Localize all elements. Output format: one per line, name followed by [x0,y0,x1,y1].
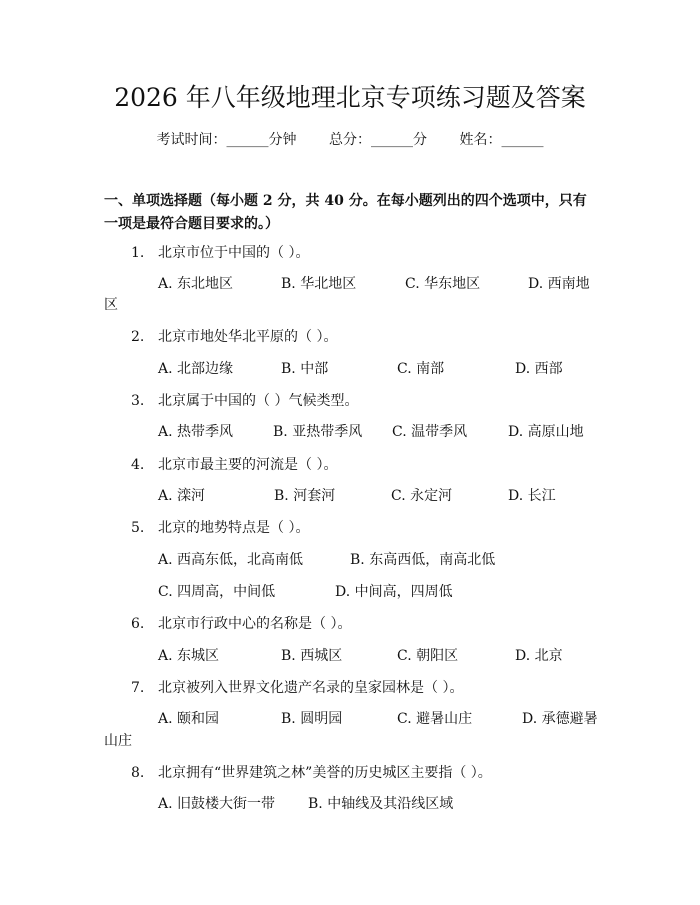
student-name: 姓名：______ [459,132,544,148]
option-a: A. 西高东低，北高南低 [158,552,304,568]
question-text: 北京市地处华北平原的（ ）。 [158,329,338,345]
question-number: 2. [131,329,145,345]
option-c: C. 华东地区 [405,276,481,292]
option-b: B. 华北地区 [281,276,357,292]
option-a: A. 东北地区 [158,276,234,292]
option-b: B. 中部 [281,361,329,377]
question-2 [131,327,337,347]
option-c: C. 避暑山庄 [397,711,473,727]
option-d: D. 长江 [508,488,556,504]
page-title: 2026 年八年级地理北京专项练习题及答案 [114,83,586,112]
option-wrap: 山庄 [104,733,132,749]
options-q4 [158,486,598,506]
option-c: C. 朝阳区 [397,648,459,664]
option-d: D. 北京 [515,648,563,664]
option-d: D. 承德避暑 [522,711,598,727]
question-8 [131,763,492,783]
question-number: 8. [131,765,145,781]
question-5 [131,518,309,538]
option-a: A. 滦河 [158,488,206,504]
options-q3 [158,422,598,442]
question-text: 北京市行政中心的名称是（ ）。 [158,616,352,632]
question-7 [131,678,463,698]
options-q2 [158,359,598,379]
option-a: A. 东城区 [158,648,220,664]
question-number: 1. [131,245,145,261]
section-heading: 一、单项选择题（每小题 2 分，共 40 分。在每小题列出的四个选项中，只有一项是最符合题目要求的。） [104,193,587,232]
option-a: A. 颐和园 [158,711,220,727]
question-text: 北京的地势特点是（ ）。 [158,520,310,536]
options-q7 [158,709,598,729]
option-d: D. 西南地 [528,276,590,292]
option-b: B. 亚热带季风 [273,424,363,440]
question-1 [131,243,309,263]
option-b: B. 圆明园 [281,711,343,727]
question-text: 北京属于中国的（ ）气候类型。 [158,393,359,409]
exam-meta [0,130,700,150]
option-b: B. 东高西低，南高北低 [350,552,496,568]
option-d: D. 高原山地 [508,424,584,440]
option-c: C. 温带季风 [392,424,468,440]
options-q8 [158,794,598,814]
exam-time: 考试时间：______分钟 [156,132,297,148]
question-text: 北京拥有“世界建筑之林”美誉的历史城区主要指（ ）。 [158,765,492,781]
option-c: C. 南部 [397,361,445,377]
option-c: C. 永定河 [391,488,453,504]
option-a: A. 旧鼓楼大街一带 [158,796,276,812]
question-number: 5. [131,520,145,536]
option-b: B. 西城区 [281,648,343,664]
question-6 [131,614,351,634]
options-q1 [158,274,598,294]
question-text: 北京市位于中国的（ ）。 [158,245,310,261]
question-number: 3. [131,393,145,409]
question-text: 北京市最主要的河流是（ ）。 [158,457,338,473]
option-b: B. 河套河 [274,488,336,504]
options-q6 [158,646,598,666]
option-a: A. 热带季风 [158,424,234,440]
option-a: A. 北部边缘 [158,361,234,377]
option-c: C. 四周高，中间低 [158,584,276,600]
option-wrap: 区 [104,297,118,313]
options-q5-row1 [158,550,598,570]
question-number: 6. [131,616,145,632]
question-4 [131,455,337,475]
options-q5-row2 [158,582,598,602]
option-d: D. 西部 [515,361,563,377]
total-score: 总分：______分 [329,132,427,148]
question-3 [131,391,358,411]
question-text: 北京被列入世界文化遗产名录的皇家园林是（ ）。 [158,680,464,696]
option-b: B. 中轴线及其沿线区域 [308,796,454,812]
question-number: 4. [131,457,145,473]
option-d: D. 中间高，四周低 [335,584,453,600]
question-number: 7. [131,680,145,696]
